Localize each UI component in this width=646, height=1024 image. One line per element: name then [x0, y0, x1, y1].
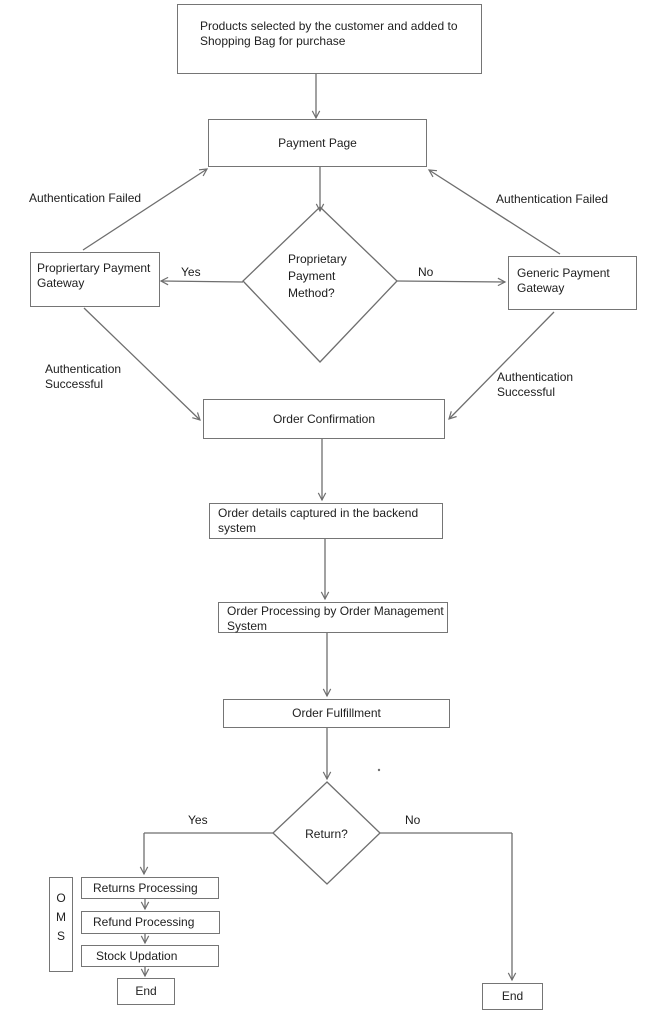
label-no-return-text: No	[405, 813, 421, 827]
node-products-line1: Products selected by the customer and added to	[200, 19, 458, 33]
node-end-left-label: End	[135, 984, 157, 998]
node-order-confirmation-label: Order Confirmation	[272, 411, 376, 426]
node-order-details-line2: system	[218, 521, 257, 535]
connector-generic-auth-failed-arrowhead	[429, 170, 437, 177]
node-order-fulfillment-label: Order Fulfillment	[292, 706, 381, 720]
label-auth-success-right-line2: Successful	[497, 385, 556, 399]
label-yes-return	[188, 813, 208, 828]
node-end-right-label: End	[501, 989, 524, 1003]
node-end-right	[482, 983, 543, 1010]
label-auth-failed-left-text: Authentication Failed	[29, 191, 142, 205]
node-order-processing-line1: Order Processing by Order Management	[227, 604, 444, 618]
connector-proprietary-auth-failed-arrowhead	[199, 169, 207, 176]
payment-method-decision-line3: Method?	[288, 286, 335, 300]
label-auth-failed-left	[29, 191, 141, 206]
node-end-left	[117, 978, 175, 1005]
label-auth-failed-right	[496, 192, 608, 207]
node-oms	[49, 877, 73, 972]
label-yes-return-text: Yes	[188, 813, 208, 827]
node-stock-updation	[81, 945, 219, 967]
node-order-details	[209, 503, 443, 539]
label-no-return	[405, 813, 420, 828]
node-stock-updation-label: Stock Updation	[96, 948, 178, 963]
label-auth-failed-right-text: Authentication Failed	[496, 192, 609, 206]
label-no-payment	[418, 265, 433, 280]
node-order-confirmation	[203, 399, 445, 439]
payment-method-decision-line2: Payment	[288, 269, 336, 283]
node-proprietary-gateway	[30, 252, 160, 307]
oms-letter-s: S	[56, 929, 65, 943]
node-payment-method-decision-label	[288, 251, 373, 302]
payment-method-decision-line1: Proprietary	[288, 252, 347, 266]
connector-decision-yes-to-proprietary	[161, 281, 243, 282]
node-refund-processing-label: Refund Processing	[93, 915, 195, 929]
return-decision-text: Return?	[305, 827, 348, 841]
label-auth-success-left-line1: Authentication	[45, 362, 122, 376]
connector-generic-auth-success	[449, 312, 554, 419]
label-auth-success-right-line1: Authentication	[497, 370, 574, 384]
node-proprietary-gateway-line2: Gateway	[37, 276, 85, 290]
node-payment-page-label: Payment Page	[278, 135, 357, 150]
label-auth-success-right	[497, 370, 573, 400]
label-yes-payment	[181, 265, 201, 280]
connector-generic-auth-failed	[429, 170, 560, 254]
node-returns-processing	[81, 877, 219, 899]
node-generic-gateway-line1: Generic Payment	[517, 266, 610, 280]
node-proprietary-gateway-line1: Propriertary Payment	[37, 261, 151, 275]
node-order-fulfillment	[223, 699, 450, 728]
label-auth-success-left-line2: Successful	[45, 377, 104, 391]
node-return-decision-label	[273, 826, 380, 843]
node-returns-processing-label: Returns Processing	[93, 880, 198, 895]
node-products-line2: Shopping Bag for purchase	[200, 34, 346, 48]
stray-mark	[378, 769, 380, 771]
oms-letter-m: M	[56, 910, 66, 924]
node-order-details-line1: Order details captured in the backend	[218, 506, 419, 520]
node-generic-gateway	[508, 256, 637, 310]
node-payment-page	[208, 119, 427, 167]
label-auth-success-left	[45, 362, 121, 392]
oms-letter-o: O	[56, 891, 66, 905]
connector-proprietary-auth-failed	[83, 169, 207, 250]
node-products	[177, 4, 482, 74]
connector-decision-no-to-generic	[397, 281, 505, 282]
node-refund-processing	[81, 911, 220, 934]
label-no-payment-text: No	[418, 265, 434, 279]
node-order-processing-line2: System	[227, 619, 268, 633]
label-yes-payment-text: Yes	[181, 265, 201, 279]
node-generic-gateway-line2: Gateway	[517, 281, 565, 295]
node-order-processing	[218, 602, 448, 633]
